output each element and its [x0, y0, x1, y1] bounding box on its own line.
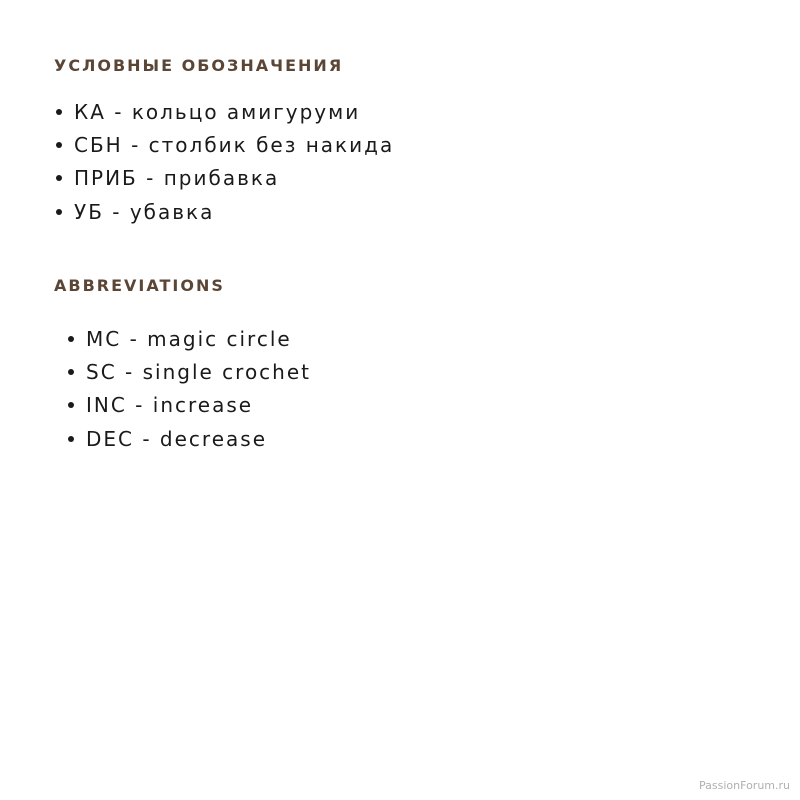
bullet-icon — [56, 142, 62, 148]
list-item — [68, 389, 311, 422]
list-item — [68, 422, 311, 455]
list-item-text: SC - single crochet — [86, 359, 311, 384]
list-item — [68, 355, 311, 388]
bullet-icon — [68, 402, 74, 408]
legend-en-title: ABBREVIATIONS — [54, 276, 225, 295]
legend-en-list — [68, 322, 311, 455]
list-item-text: КА - кольцо амигуруми — [74, 99, 361, 124]
bullet-icon — [68, 369, 74, 375]
legend-ru-title: УСЛОВНЫЕ ОБОЗНАЧЕНИЯ — [54, 56, 344, 75]
list-item — [68, 322, 311, 355]
list-item-text: DEC - decrease — [86, 426, 267, 451]
bullet-icon — [68, 336, 74, 342]
bullet-icon — [56, 109, 62, 115]
legend-ru-list — [56, 95, 394, 228]
list-item — [56, 128, 394, 161]
list-item — [56, 195, 394, 228]
list-item — [56, 95, 394, 128]
list-item — [56, 162, 394, 195]
bullet-icon — [56, 209, 62, 215]
list-item-text: СБН - столбик без накида — [74, 132, 395, 157]
watermark: PassionForum.ru — [699, 779, 790, 792]
list-item-text: MC - magic circle — [86, 326, 292, 351]
list-item-text: УБ - убавка — [74, 199, 215, 224]
list-item-text: INC - increase — [86, 393, 254, 418]
bullet-icon — [56, 175, 62, 181]
list-item-text: ПРИБ - прибавка — [74, 166, 280, 191]
bullet-icon — [68, 436, 74, 442]
